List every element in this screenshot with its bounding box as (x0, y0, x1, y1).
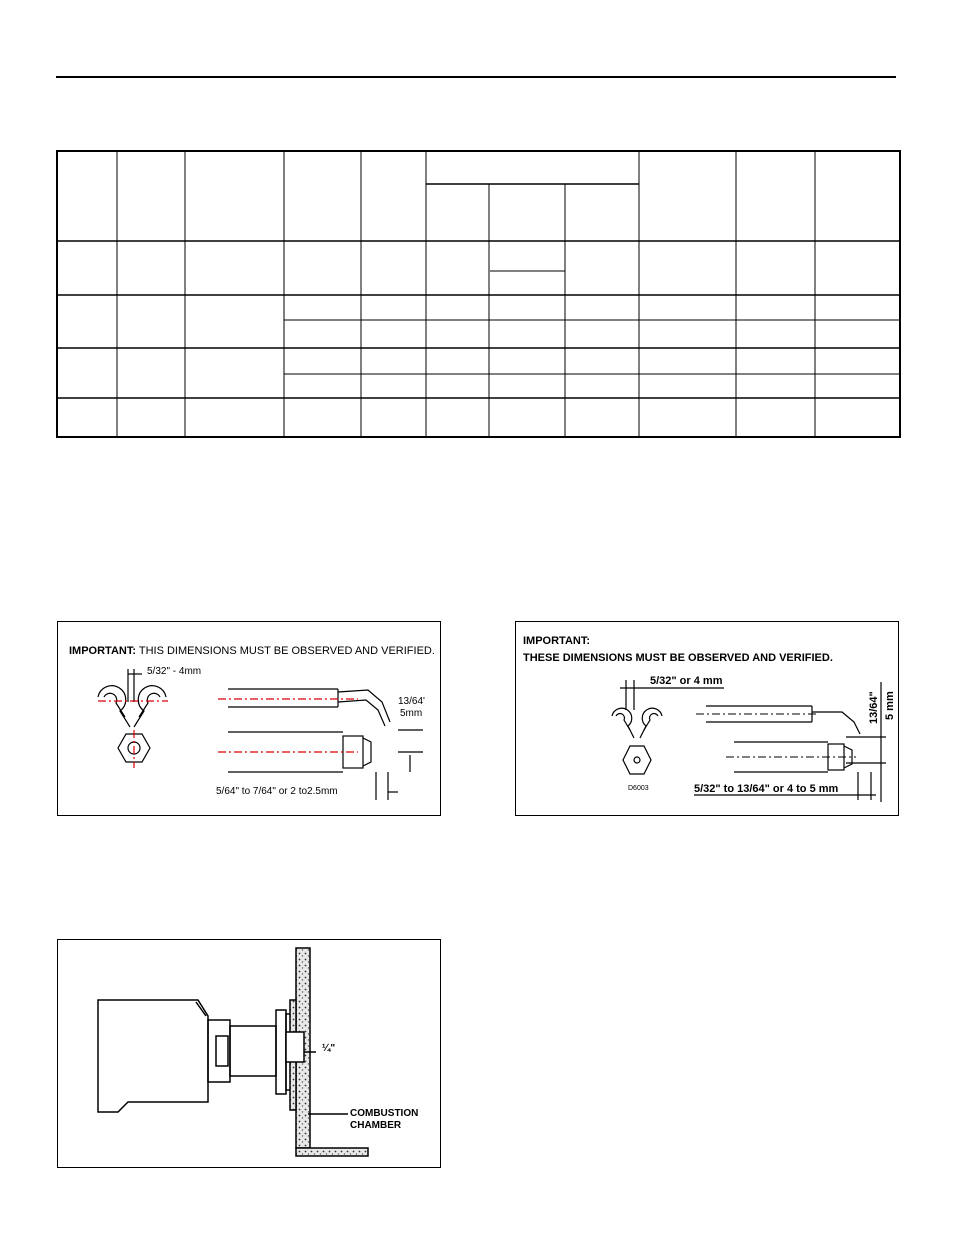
burner-drawing (58, 940, 440, 1167)
important-label: IMPORTANT: (523, 635, 591, 647)
important-label: IMPORTANT: (69, 645, 137, 657)
height-dimension-b: 5mm (400, 708, 423, 719)
length-dimension-label: 5/64" to 7/64" or 2 to2.5mm (216, 786, 338, 797)
height-dimension-b: 5 mm (884, 691, 896, 720)
important-text: THESE DIMENSIONS MUST BE OBSERVED AND VERIFIED. (523, 652, 833, 664)
chamber-label-line1: COMBUSTION (350, 1108, 419, 1119)
gap-dimension-label: 5/32" or 4 mm (650, 675, 723, 687)
burner-mounting-figure (57, 939, 441, 1168)
drawing-code: D6003 (628, 785, 649, 792)
specification-table (0, 0, 954, 460)
height-dimension-a: 13/64" (868, 691, 880, 724)
electrode-figure-left (57, 621, 441, 816)
chamber-label-line2: CHAMBER (350, 1120, 402, 1131)
length-dimension-label: 5/32" to 13/64" or 4 to 5 mm (694, 783, 839, 795)
table-border (57, 151, 900, 437)
height-dimension-a: 13/64' (398, 696, 425, 707)
gap-dimension-label: ¼" (322, 1043, 336, 1054)
important-text: THIS DIMENSIONS MUST BE OBSERVED AND VERIFIED. (138, 645, 435, 657)
electrode-figure-right (515, 621, 899, 816)
gap-dimension-label: 5/32" - 4mm (147, 666, 202, 677)
